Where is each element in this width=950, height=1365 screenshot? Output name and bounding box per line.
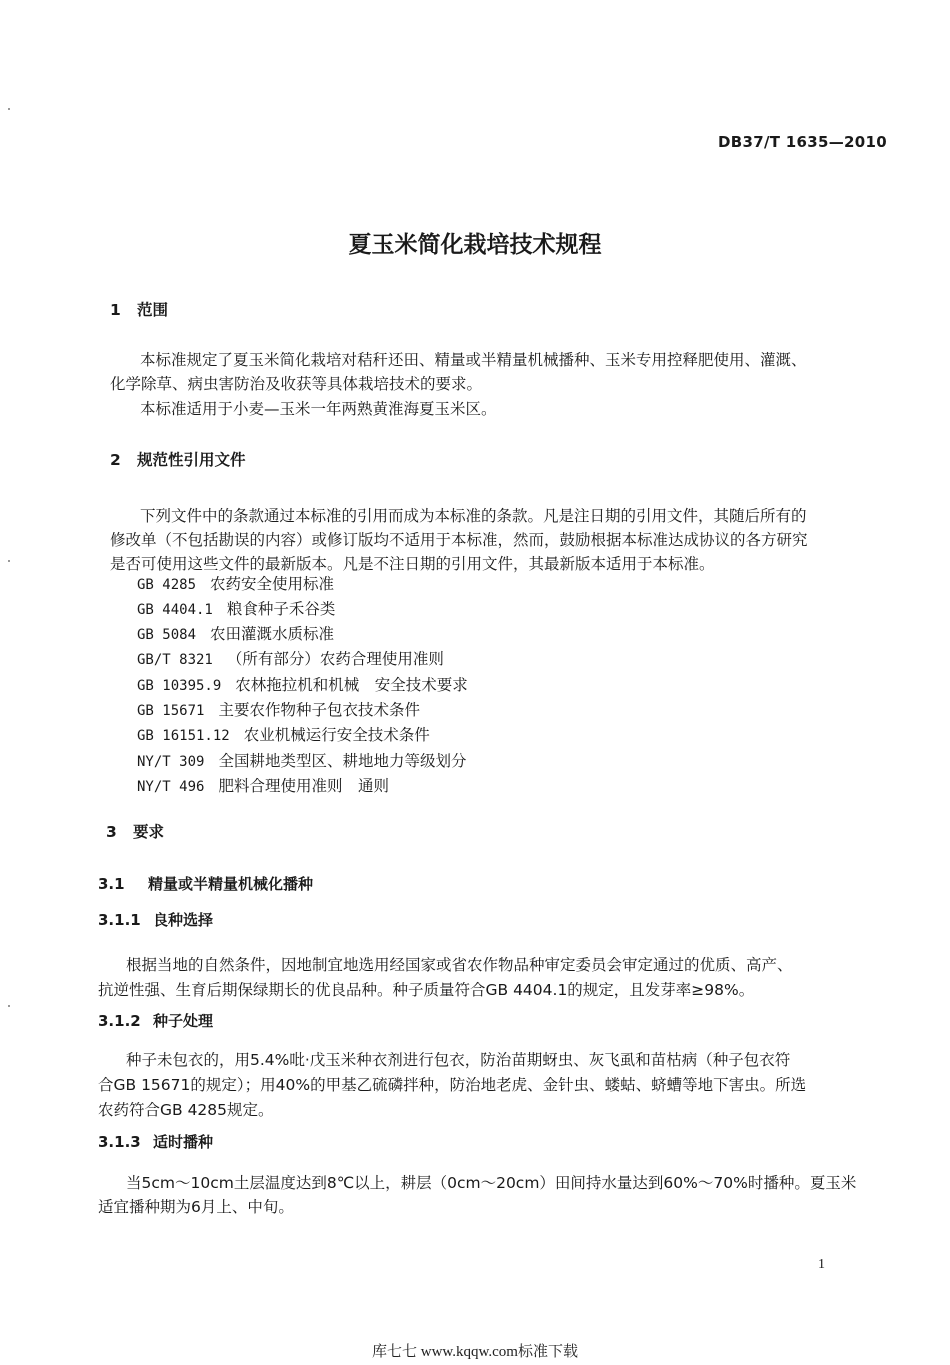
paragraph-line: 抗逆性强、生育后期保绿期长的优良品种。种子质量符合GB 4404.1的规定，且发芽率≥98%。 — [98, 981, 755, 999]
reference-item — [137, 647, 444, 669]
section-number: 3.1.3 — [98, 1133, 141, 1151]
section-number: 3.1 — [98, 875, 125, 893]
reference-title: 全国耕地类型区、耕地地力等级划分 — [218, 752, 467, 770]
section-heading-requirements — [106, 820, 164, 842]
paragraph-line: 本标准适用于小麦—玉米一年两熟黄淮海夏玉米区。 — [140, 400, 497, 418]
reference-code: GB/T 8321 — [137, 652, 213, 668]
reference-code: GB 4404.1 — [137, 602, 213, 618]
section-heading-normative — [110, 448, 246, 470]
section-number: 3.1.2 — [98, 1012, 141, 1030]
reference-item — [137, 622, 334, 644]
reference-title: 农药安全使用标准 — [210, 575, 335, 593]
reference-item — [137, 698, 420, 720]
reference-title: 农田灌溉水质标准 — [210, 625, 335, 643]
reference-code: GB 5084 — [137, 627, 197, 643]
section-title: 种子处理 — [153, 1012, 214, 1030]
footer-watermark: 库七七 www.kqqw.com标准下载 — [372, 1344, 578, 1360]
section-number: 2 — [110, 451, 121, 469]
subsection-heading-3-1-2 — [98, 1010, 213, 1031]
reference-title: 肥料合理使用准则 通则 — [218, 777, 389, 795]
paragraph-line: 合GB 15671的规定）；用40%的甲基乙硫磷拌种，防治地老虎、金针虫、蝼蛄、蛴螬等地下害虫。所选 — [98, 1076, 807, 1094]
paragraph-line: 化学除草、病虫害防治及收获等具体栽培技术的要求。 — [110, 375, 483, 393]
section-heading-scope — [110, 298, 168, 320]
reference-title: 农林拖拉机和机械 安全技术要求 — [235, 676, 468, 694]
paragraph-line: 适宜播种期为6月上、中旬。 — [98, 1198, 294, 1216]
subsection-heading-3-1-1 — [98, 909, 213, 930]
paragraph-line: 修改单（不包括勘误的内容）或修订版均不适用于本标准，然而，鼓励根据本标准达成协议的各方研究 — [110, 531, 808, 549]
section-title: 规范性引用文件 — [137, 451, 246, 469]
reference-code: NY/T 309 — [137, 754, 205, 770]
reference-title: （所有部分）农药合理使用准则 — [226, 650, 444, 668]
section-title: 范围 — [137, 301, 169, 319]
reference-title: 农业机械运行安全技术条件 — [243, 726, 430, 744]
scan-speck — [8, 108, 10, 110]
section-number: 3.1.1 — [98, 911, 141, 929]
subsection-heading-3-1-3 — [98, 1131, 213, 1152]
reference-item — [137, 572, 334, 594]
standard-code: DB37/T 1635—2010 — [718, 133, 887, 151]
document-title: 夏玉米简化栽培技术规程 — [348, 232, 602, 258]
paragraph-line: 当5cm～10cm土层温度达到8℃以上，耕层（0cm～20cm）田间持水量达到60%～70%时播种。夏玉米 — [126, 1174, 857, 1192]
section-number: 1 — [110, 301, 121, 319]
reference-code: NY/T 496 — [137, 779, 205, 795]
reference-code: GB 10395.9 — [137, 678, 222, 694]
subsection-heading-3-1 — [98, 873, 313, 894]
paragraph-line: 是否可使用这些文件的最新版本。凡是不注日期的引用文件，其最新版本适用于本标准。 — [110, 555, 715, 573]
section-title: 适时播种 — [153, 1133, 214, 1151]
paragraph-line: 本标准规定了夏玉米简化栽培对秸秆还田、精量或半精量机械播种、玉米专用控释肥使用、灌溉、 — [140, 351, 807, 369]
paragraph-line: 种子未包衣的，用5.4%吡·戊玉米种衣剂进行包衣，防治苗期蚜虫、灰飞虱和苗枯病（种子包衣符 — [126, 1051, 791, 1069]
section-number: 3 — [106, 823, 117, 841]
section-title: 良种选择 — [153, 911, 214, 929]
reference-item — [137, 597, 335, 619]
reference-item — [137, 673, 468, 695]
section-title: 要求 — [133, 823, 165, 841]
reference-item — [137, 749, 466, 771]
reference-title: 粮食种子禾谷类 — [226, 600, 336, 618]
paragraph-line: 农药符合GB 4285规定。 — [98, 1101, 274, 1119]
reference-code: GB 16151.12 — [137, 728, 230, 744]
reference-item — [137, 774, 389, 796]
reference-code: GB 15671 — [137, 703, 205, 719]
reference-code: GB 4285 — [137, 577, 197, 593]
reference-title: 主要农作物种子包衣技术条件 — [218, 701, 420, 719]
scan-speck — [8, 1005, 10, 1007]
reference-item — [137, 723, 430, 745]
paragraph-line: 根据当地的自然条件，因地制宜地选用经国家或省农作物品种审定委员会审定通过的优质、高产、 — [126, 956, 793, 974]
scan-speck — [8, 560, 10, 562]
paragraph-line: 下列文件中的条款通过本标准的引用而成为本标准的条款。凡是注日期的引用文件，其随后所有的 — [140, 507, 807, 525]
page-number: 1 — [818, 1257, 825, 1272]
section-title: 精量或半精量机械化播种 — [148, 875, 314, 893]
